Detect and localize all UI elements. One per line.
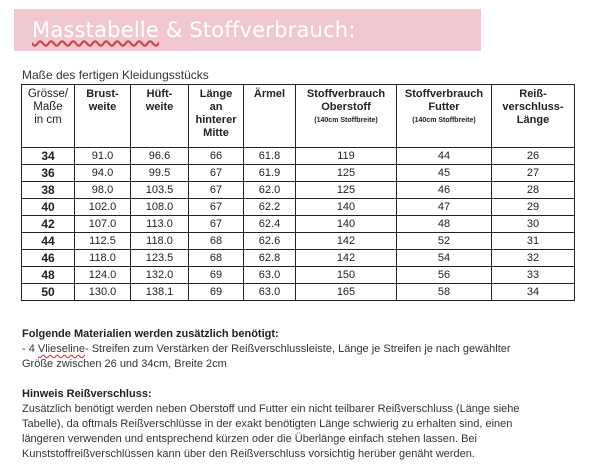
header-cell — [492, 85, 575, 148]
size-table — [21, 84, 575, 301]
header-line: Oberstoff — [321, 101, 371, 113]
header-line: Stoffverbrauch — [404, 88, 484, 100]
header-line: Futter — [428, 101, 460, 113]
table-cell: 140 — [296, 216, 397, 233]
header-cell — [296, 85, 397, 148]
table-header-row — [22, 85, 575, 148]
header-subnote: (140cm Stoffbreite) — [412, 117, 476, 124]
table-cell: 56 — [397, 267, 492, 284]
table-cell: 108.0 — [131, 199, 189, 216]
header-line: Länge — [516, 114, 550, 126]
materials-rest: - Streifen zum Verstärken der Reißverschlussleiste, Länge je Streifen je nach gewählter — [85, 343, 511, 355]
table-cell: 140 — [296, 199, 397, 216]
table-cell: 62.0 — [244, 182, 296, 199]
table-cell: 124.0 — [75, 267, 131, 284]
table-row — [22, 250, 575, 267]
materials-vlieseline: Vlieseline — [37, 343, 85, 355]
banner-title-part2: & Stoffverbrauch: — [159, 18, 356, 42]
table-cell: 26 — [492, 148, 575, 165]
materials-heading: Folgende Materialien werden zusätzlich benötigt: — [22, 328, 279, 340]
table-cell: 44 — [397, 148, 492, 165]
table-cell: 125 — [296, 165, 397, 182]
header-line: Mitte — [203, 127, 229, 139]
header-line: Brust- — [86, 88, 119, 100]
size-cell: 40 — [22, 199, 75, 216]
zipper-line-3: längeren verwenden und entsprechend kürzen oder die Überlänge einfach stehen lassen. Bei — [22, 433, 477, 445]
header-line: Grösse/ — [27, 88, 69, 100]
size-cell: 38 — [22, 182, 75, 199]
table-cell: 67 — [189, 216, 244, 233]
size-cell: 34 — [22, 148, 75, 165]
table-cell: 119 — [296, 148, 397, 165]
table-row — [22, 284, 575, 301]
size-cell: 44 — [22, 233, 75, 250]
table-cell: 102.0 — [75, 199, 131, 216]
size-cell: 36 — [22, 165, 75, 182]
table-cell: 47 — [397, 199, 492, 216]
header-line: Hüft- — [146, 88, 173, 100]
table-cell: 62.2 — [244, 199, 296, 216]
table-cell: 67 — [189, 165, 244, 182]
table-row — [22, 199, 575, 216]
header-cell — [75, 85, 131, 148]
table-cell: 112.5 — [75, 233, 131, 250]
table-cell: 165 — [296, 284, 397, 301]
table-cell: 33 — [492, 267, 575, 284]
table-cell: 118.0 — [75, 250, 131, 267]
table-cell: 103.5 — [131, 182, 189, 199]
table-cell: 29 — [492, 199, 575, 216]
header-line: an — [209, 101, 223, 113]
zipper-line-2: Tabelle), da oftmals Reißverschlüsse in der exakt benötigten Länge schwierig zu erhalten sind, einen — [22, 418, 513, 430]
header-cell — [131, 85, 189, 148]
table-cell: 150 — [296, 267, 397, 284]
table-cell: 52 — [397, 233, 492, 250]
size-cell: 48 — [22, 267, 75, 284]
header-line: in cm — [34, 114, 62, 126]
table-cell: 66 — [189, 148, 244, 165]
header-line: Maße — [33, 101, 63, 113]
table-cell: 31 — [492, 233, 575, 250]
table-cell: 123.5 — [131, 250, 189, 267]
title-banner — [14, 9, 481, 51]
table-cell: 132.0 — [131, 267, 189, 284]
table-cell: 125 — [296, 182, 397, 199]
table-row — [22, 165, 575, 182]
table-cell: 28 — [492, 182, 575, 199]
table-cell: 30 — [492, 216, 575, 233]
table-cell: 46 — [397, 182, 492, 199]
banner-title — [32, 18, 356, 42]
table-cell: 96.6 — [131, 148, 189, 165]
size-cell: 46 — [22, 250, 75, 267]
table-cell: 34 — [492, 284, 575, 301]
header-cell — [244, 85, 296, 148]
header-line: hinterer — [195, 114, 237, 126]
size-cell: 42 — [22, 216, 75, 233]
table-row — [22, 182, 575, 199]
table-row — [22, 148, 575, 165]
zipper-line-1: Zusätzlich benötigt werden neben Oberstoff und Futter ein nicht teilbarer Reißverschluss (Länge siehe — [22, 403, 520, 415]
header-line: weite — [145, 101, 174, 113]
table-cell: 67 — [189, 182, 244, 199]
table-cell: 98.0 — [75, 182, 131, 199]
table-cell: 62.6 — [244, 233, 296, 250]
table-caption: Maße des fertigen Kleidungsstücks — [22, 68, 209, 82]
table-cell: 99.5 — [131, 165, 189, 182]
table-cell: 113.0 — [131, 216, 189, 233]
table-cell: 68 — [189, 250, 244, 267]
header-line: weite — [88, 101, 117, 113]
header-cell — [189, 85, 244, 148]
header-line: Reiß- — [519, 88, 547, 100]
table-cell: 68 — [189, 233, 244, 250]
header-line: Ärmel — [253, 88, 286, 100]
table-cell: 27 — [492, 165, 575, 182]
table-row — [22, 233, 575, 250]
table-cell: 138.1 — [131, 284, 189, 301]
table-cell: 69 — [189, 284, 244, 301]
header-cell — [397, 85, 492, 148]
materials-line-2: Größe zwischen 26 und 34cm, Breite 2cm — [22, 358, 227, 370]
header-line: Länge — [199, 88, 233, 100]
table-row — [22, 216, 575, 233]
table-cell: 32 — [492, 250, 575, 267]
table-cell: 63.0 — [244, 267, 296, 284]
header-subnote: (140cm Stoffbreite) — [314, 117, 378, 124]
table-cell: 67 — [189, 199, 244, 216]
table-cell: 54 — [397, 250, 492, 267]
table-cell: 142 — [296, 250, 397, 267]
materials-prefix: - 4 — [22, 343, 38, 355]
header-cell — [22, 85, 75, 148]
table-cell: 130.0 — [75, 284, 131, 301]
header-line: Stoffverbrauch — [306, 88, 386, 100]
zipper-heading: Hinweis Reißverschluss: — [22, 388, 152, 400]
materials-line-1 — [22, 342, 582, 357]
table-cell: 118.0 — [131, 233, 189, 250]
table-cell: 61.8 — [244, 148, 296, 165]
table-cell: 69 — [189, 267, 244, 284]
zipper-line-4: Kunststoffreißverschlüssen kann über den Reißverschluss vorsichtig herüber genäht werden. — [22, 448, 475, 460]
table-cell: 58 — [397, 284, 492, 301]
table-cell: 61.9 — [244, 165, 296, 182]
table-row — [22, 267, 575, 284]
table-body — [22, 148, 575, 301]
table-cell: 62.4 — [244, 216, 296, 233]
size-cell: 50 — [22, 284, 75, 301]
table-cell: 48 — [397, 216, 492, 233]
banner-title-part1: Masstabelle — [32, 18, 160, 42]
table-cell: 142 — [296, 233, 397, 250]
notes-section — [22, 327, 582, 462]
table-cell: 107.0 — [75, 216, 131, 233]
table-cell: 62.8 — [244, 250, 296, 267]
table-cell: 45 — [397, 165, 492, 182]
table-cell: 91.0 — [75, 148, 131, 165]
table-cell: 94.0 — [75, 165, 131, 182]
header-line: verschluss- — [502, 101, 564, 113]
table-cell: 63.0 — [244, 284, 296, 301]
